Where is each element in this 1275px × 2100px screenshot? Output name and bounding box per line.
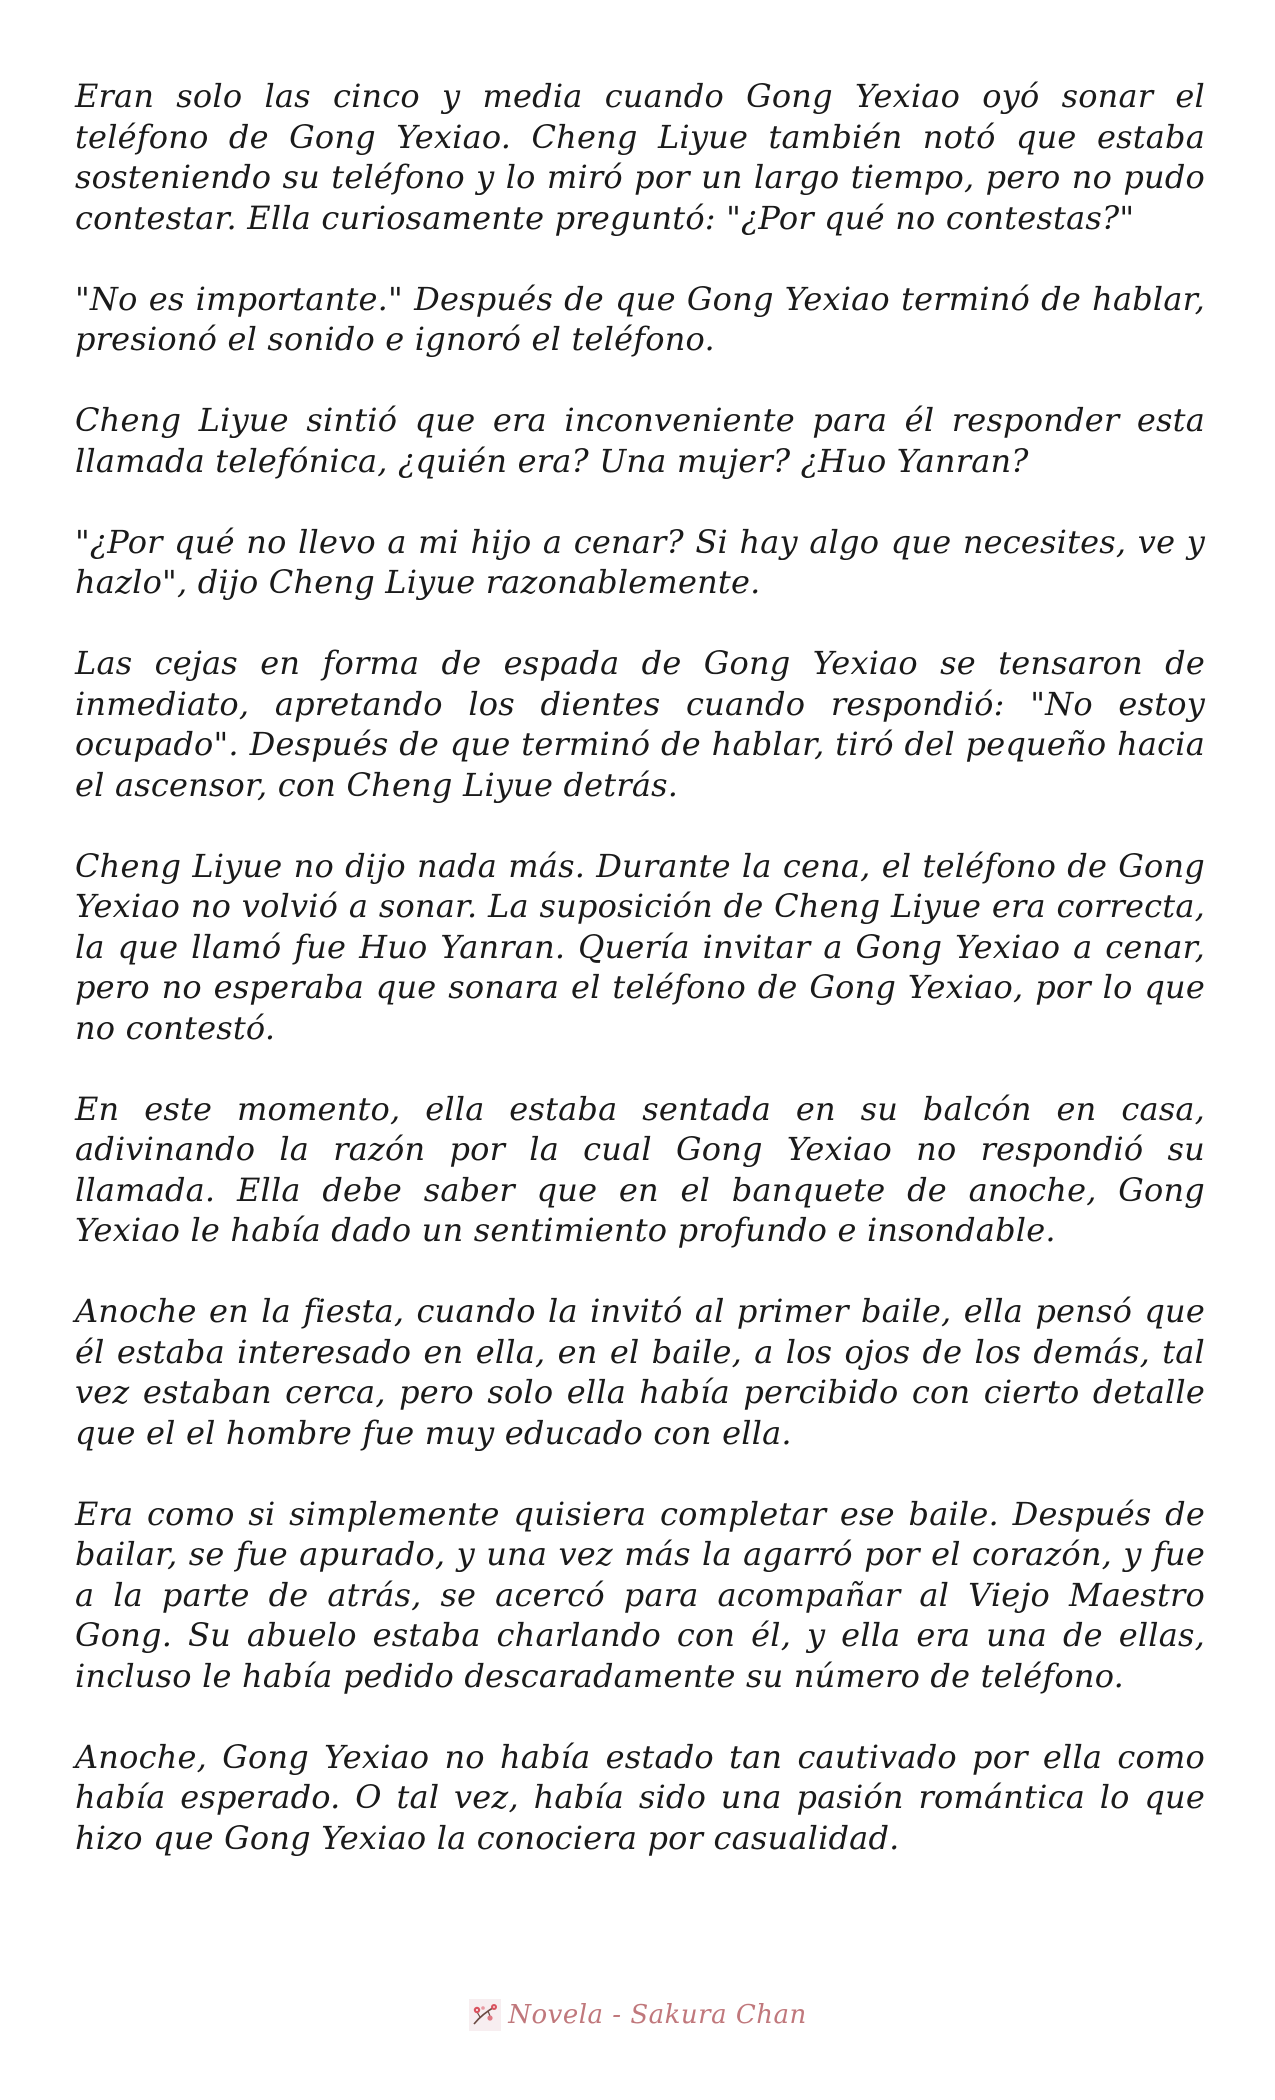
paragraph: Era como si simplemente quisiera completar ese baile. Después de bailar, se fue apurado, y una vez más la agarró por el corazón, y fue a la parte de atrás, se acercó para acompañar al Viejo Maestro Gong. Su abuelo estaba charlando con él, y ella era una de ellas, incluso le había pedido descaradamente su número de teléfono. — [75, 1494, 1205, 1695]
paragraph: Cheng Liyue no dijo nada más. Durante la cena, el teléfono de Gong Yexiao no volvió a sonar. La suposición de Cheng Liyue era correcta, la que llamó fue Huo Yanran. Quería invitar a Gong Yexiao a cenar, pero no esperaba que sonara el teléfono de Gong Yexiao, por lo que no contestó. — [75, 846, 1205, 1047]
footer-watermark — [0, 1995, 1275, 2035]
paragraph: Las cejas en forma de espada de Gong Yexiao se tensaron de inmediato, apretando los dientes cuando respondió: "No estoy ocupado". Después de que terminó de hablar, tiró del pequeño hacia el ascensor, con Cheng Liyue detrás. — [75, 644, 1205, 804]
paragraph: Eran solo las cinco y media cuando Gong Yexiao oyó sonar el teléfono de Gong Yexiao. Cheng Liyue también notó que estaba sosteniendo su teléfono y lo miró por un largo tiempo, pero no pudo contestar. Ella curiosamente preguntó: "¿Por qué no contestas?" — [75, 77, 1205, 237]
paragraph: Cheng Liyue sintió que era inconveniente para él responder esta llamada telefónica, ¿quién era? Una mujer? ¿Huo Yanran? — [75, 401, 1205, 480]
document-body — [75, 76, 1205, 1899]
footer-credit: Novela - Sakura Chan — [508, 2000, 807, 2030]
paragraph: En este momento, ella estaba sentada en su balcón en casa, adivinando la razón por la cual Gong Yexiao no respondió su llamada. Ella debe saber que en el banquete de anoche, Gong Yexiao le había dado un sentimiento profundo e insondable. — [75, 1089, 1205, 1249]
paragraph: Anoche, Gong Yexiao no había estado tan cautivado por ella como había esperado. O tal vez, había sido una pasión romántica lo que hizo que Gong Yexiao la conociera por casualidad. — [75, 1737, 1205, 1857]
sakura-blossom-icon — [468, 1998, 502, 2032]
paragraph: "¿Por qué no llevo a mi hijo a cenar? Si hay algo que necesites, ve y hazlo", dijo Cheng Liyue razonablemente. — [75, 522, 1205, 601]
paragraph: Anoche en la fiesta, cuando la invitó al primer baile, ella pensó que él estaba interesado en ella, en el baile, a los ojos de los demás, tal vez estaban cerca, pero solo ella había percibido con cierto detalle que el el hombre fue muy educado con ella. — [75, 1292, 1205, 1452]
paragraph: "No es importante." Después de que Gong Yexiao terminó de hablar, presionó el sonido e ignoró el teléfono. — [75, 279, 1205, 358]
